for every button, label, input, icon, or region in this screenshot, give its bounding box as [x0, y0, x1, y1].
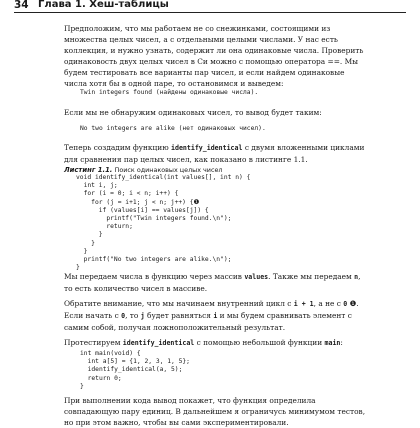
inline-code-i: i	[213, 312, 218, 320]
para5-text-e: будет равняться	[144, 311, 214, 320]
para5-text-b: , а не с	[313, 299, 344, 308]
para3-text-b: с двумя вложенными циклами для сравнения пар целых чисел, как показано в листинге 1.1.	[64, 143, 365, 164]
running-header	[14, 0, 406, 13]
para3-text-a: Теперь создадим функцию	[64, 143, 171, 152]
inline-code-identify: identify_identical	[122, 339, 195, 347]
listing-code: void identify_identical(int values[], int n) { int i, j; for (i = 0; i < n; i++) { for (j = i+1; j < n; j++) {❶ if (values[i] == values[j]) { printf("Twin integers found.\n"); return; } } } printf("No two integers are alike.\n"); }	[76, 174, 251, 272]
inline-code-j: j	[140, 312, 145, 320]
para4-text-a: Мы передаем числа в функцию через массив	[64, 272, 245, 281]
inline-code-i-plus-1: i + 1	[293, 300, 314, 308]
paragraph-intro: Предположим, что мы работаем не со снежинками, состоящими из множества целых чисел, а с отдельными целыми числами. У нас есть коллекция, и нужно узнать, содержит ли она одинаковые числа. Проверить одинаковость двух целых чисел в Си можно с помощью оператора ==. Мы будем тестировать все варианты пар чисел, и если найдем одинаковые числа хотя бы в одной паре, то остановимся и выведем:	[64, 24, 364, 88]
inline-code-function: identify_identical	[171, 144, 243, 152]
inline-code-zero-2: 0	[121, 312, 126, 320]
paragraph-inner-loop	[64, 298, 368, 333]
inline-code-zero: 0	[343, 300, 348, 308]
paragraph-parameters	[64, 271, 368, 294]
para5-text-f: и мы будем сравнивать элемент с самим собой, получая ложноположительный результат.	[64, 311, 352, 332]
paragraph-test-main	[64, 337, 368, 349]
listing-title	[64, 166, 222, 174]
para5-text-c: ❶. Если начать с	[64, 299, 359, 320]
para4-text-b: . Также мы передаем	[268, 272, 355, 281]
inline-code-main: main	[324, 339, 341, 347]
para6-text-b: с помощью небольшой функции	[194, 338, 325, 347]
paragraph-conclusion: При выполнении кода вывод покажет, что функция определила совпадающую пару единиц. В дальнейшем я ограничусь минимумом тестов, но при этом важно, чтобы вы сами экспериментировали.	[64, 396, 366, 427]
main-code: int main(void) { int a[5] = {1, 2, 3, 1, 5}; identify_identical(a, 5); return 0; }	[80, 350, 190, 390]
para5-text-d: , то	[125, 311, 141, 320]
page-number: 34	[14, 0, 29, 11]
para6-text-c: :	[340, 338, 343, 347]
output-no-alike: No two integers are alike (нет одинаковых чисел).	[80, 125, 266, 132]
output-twin-found: Twin integers found (найдены одинаковые числа).	[80, 89, 259, 96]
para5-text-a: Обратите внимание, что мы начинаем внутренний цикл с	[64, 299, 294, 308]
paragraph-no-match: Если мы не обнаружим одинаковых чисел, то вывод будет таким:	[64, 108, 322, 117]
para6-text-a: Протестируем	[64, 338, 123, 347]
listing-caption: Поиск одинаковых целых чисел	[114, 166, 223, 174]
para4-text-c: , то есть количество чисел в массиве.	[64, 272, 361, 293]
inline-code-values: values	[244, 273, 269, 281]
listing-label: Листинг 1.1.	[64, 166, 113, 174]
paragraph-create-function	[64, 142, 368, 165]
inline-code-n: n	[354, 273, 359, 281]
chapter-title: Глава 1. Хеш-таблицы	[38, 0, 169, 10]
